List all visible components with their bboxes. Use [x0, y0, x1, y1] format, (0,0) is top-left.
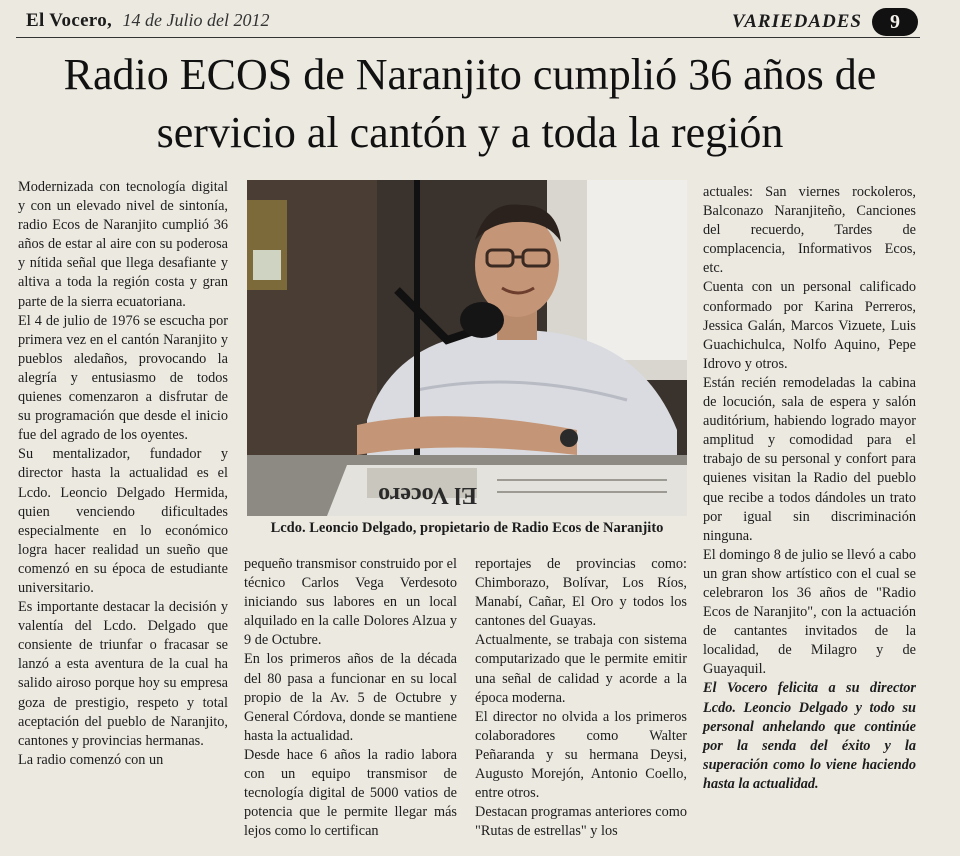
publication-date: 14 de Julio del 2012 — [122, 10, 270, 30]
article-column-4 — [703, 183, 916, 794]
newspaper-on-desk: El Vocero — [378, 482, 477, 508]
page-number-badge: 9 — [872, 8, 918, 36]
paragraph: En los primeros años de la década del 80 pasa a funcionar en su local propio de la Av. 5 de Octubre y General Córdova, donde se mantiene hasta la actualidad. — [244, 651, 457, 744]
paragraph: Destacan programas anteriores como "Rutas de estrellas" y los — [475, 804, 687, 840]
headline — [0, 46, 940, 162]
photo-caption: Lcdo. Leoncio Delgado, propietario de Radio Ecos de Naranjito — [270, 520, 664, 536]
paragraph: El 4 de julio de 1976 se escucha por primera vez en el cantón Naranjito y pueblos aledaños, provocando la alegría y entusiasmo de todos quienes comenzaron a disfrutar de su programación que desde el inicio fue del agrado de los oyentes. — [18, 312, 228, 444]
paragraph: Están recién remodeladas la cabina de locución, sala de espera y salón auditórium, habiendo logrado mayor amplitud y comodidad para el trabajo de su personal y confort para quienes visitan la Radio del pueblo que recibe a todos dándoles un trato por igual sin discriminación ninguna. — [703, 374, 916, 544]
masthead — [26, 10, 270, 32]
paragraph: Su mentalizador, fundador y director hasta la actualidad es el Lcdo. Leoncio Delgado Hermida, quien venciendo dificultades especialmente en lo económico logra hacer realidad un sueño que comenzó en su época de estudiante universitario. — [18, 446, 228, 596]
paragraph: pequeño transmisor construido por el técnico Carlos Vega Verdesoto iniciando sus labores en un local alquilado en la calle Dolores Alzua y 9 de Octubre. — [244, 556, 457, 649]
closing-statement: El Vocero felicita a su director Lcdo. Leoncio Delgado y todo su personal anhelando que continúe por la senda del éxito y la superación como lo viene haciendo hasta la actualidad. — [703, 680, 916, 792]
headline-line-1: Radio ECOS de Naranjito cumplió 36 años de — [63, 50, 877, 99]
paragraph: Modernizada con tecnología digital y con un elevado nivel de sintonía, radio Ecos de Naranjito cumplió 36 años de estar al aire con su poderosa y nítida señal que llega desafiante y altiva a toda la región costa y gran parte de la sierra ecuatoriana. — [18, 179, 228, 310]
paragraph: La radio comenzó con un — [18, 751, 164, 768]
paragraph: Desde hace 6 años la radio labora con un equipo transmisor de tecnología digital de 5000 vatios de potencia que le permite llegar más lejos como lo certifican — [244, 746, 457, 840]
paragraph: El director no olvida a los primeros colaboradores como Walter Peñaranda y su hermana Deysi, Augusto Morejón, Antonio Coello, entre otros. — [475, 708, 687, 802]
paragraph: Actualmente, se trabaja con sistema computarizado que le permite emitir una señal de calidad y acorde a la época moderna. — [475, 632, 687, 706]
paragraph: Cuenta con un personal calificado conformado por Karina Perreros, Jessica Galán, Marcos Vizuete, Luis Guachichulca, Nolfo Aquino, Pepe Idrovo y otros. — [703, 279, 916, 372]
man-at-microphone-photo — [247, 180, 687, 516]
paragraph: Es importante destacar la decisión y valentía del Lcdo. Delgado que consiente de triunfar o fracasar se lanzó a esta aventura de la cual ha salido airoso porque hoy su empresa goza de prestigio, respeto y total aceptación del pueblo de Naranjito, cantones y provincias hermanas. — [18, 599, 228, 749]
article-column-3 — [475, 555, 687, 841]
paragraph: El domingo 8 de julio se llevó a cabo un gran show artístico con el cual se celebraron los 36 años de "Radio Ecos de Naranjito", con la actuación de cantantes invitados de la localidad, de Milagro y de Guayaquil. — [703, 546, 916, 678]
section-header — [732, 8, 918, 36]
article-column-2 — [244, 555, 457, 841]
paragraph: actuales: San viernes rockoleros, Balconazo Naranjiteño, Canciones del recuerdo, Tardes de complacencia, Informativos Ecos, etc. — [703, 184, 916, 277]
article-column-1 — [18, 178, 228, 770]
headline-line-2: servicio al cantón y a toda la región — [156, 108, 784, 157]
header-rule — [16, 37, 920, 38]
newspaper-name: El Vocero, — [26, 10, 113, 31]
section-name: VARIEDADES — [731, 11, 862, 32]
paragraph: reportajes de provincias como: Chimborazo, Bolívar, Los Ríos, Manabí, Cañar, El Oro y todos los cantones del Guayas. — [475, 556, 687, 630]
